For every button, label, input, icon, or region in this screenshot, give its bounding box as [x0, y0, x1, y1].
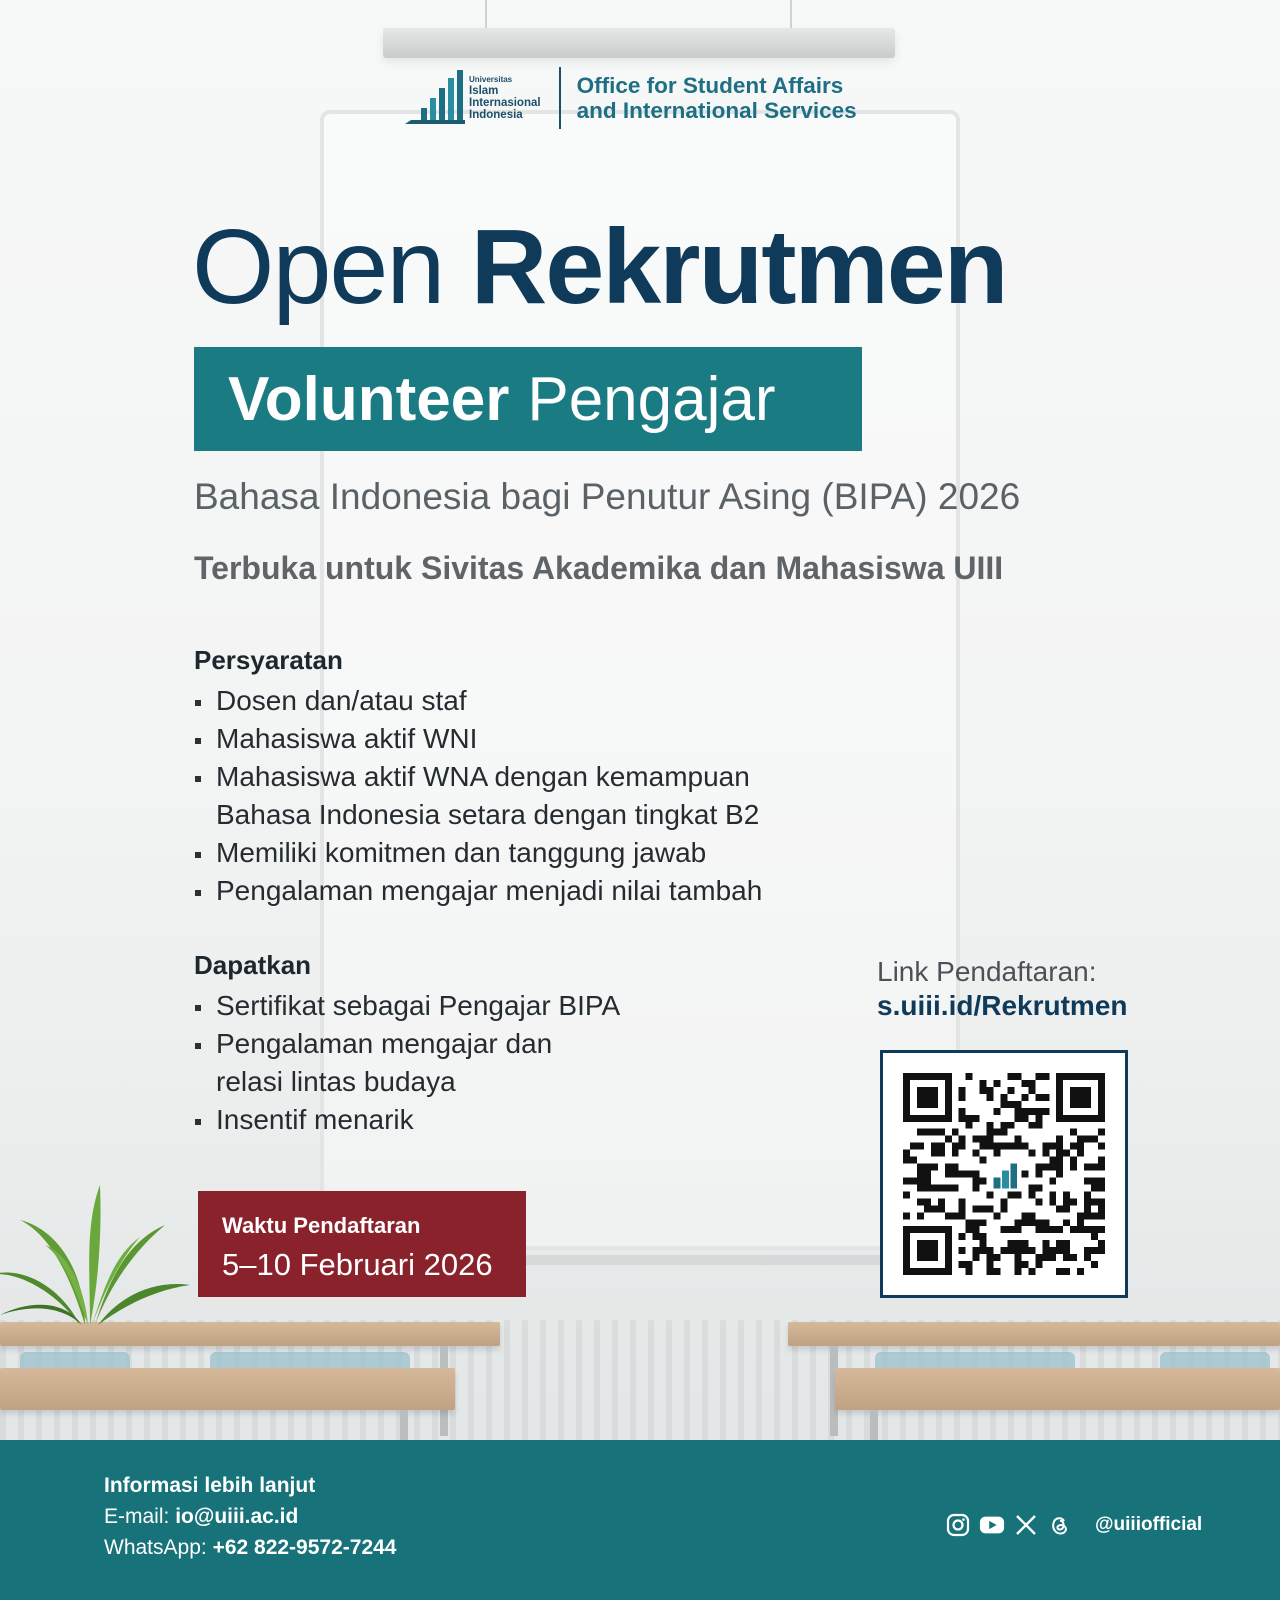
benefits-list: [194, 987, 714, 1139]
university-name-line: Universitas: [469, 75, 513, 84]
audience-text: Terbuka untuk Sivitas Akademika dan Mahasiswa UIII: [194, 550, 1004, 586]
list-item: Dosen dan/atau staf: [194, 682, 834, 720]
benefits-heading: Dapatkan: [194, 950, 312, 980]
youtube-icon[interactable]: [979, 1512, 1005, 1538]
university-name-line: Indonesia: [469, 109, 523, 121]
lamp-wire: [790, 0, 792, 28]
role-banner: [194, 347, 862, 451]
email-label: E-mail:: [104, 1505, 176, 1528]
registration-qr-code[interactable]: [880, 1050, 1128, 1298]
university-name: [469, 75, 541, 121]
registration-link-label: Link Pendaftaran:: [877, 956, 1097, 987]
requirements-section: [194, 645, 834, 910]
ceiling-lamp: [383, 28, 895, 58]
list-item: Pengalaman mengajar dan relasi lintas budaya: [194, 1025, 574, 1101]
list-item: Memiliki komitmen dan tanggung jawab: [194, 834, 834, 872]
list-item: Mahasiswa aktif WNA dengan kemampuan Bahasa Indonesia setara dengan tingkat B2: [194, 758, 804, 834]
contact-heading: Informasi lebih lanjut: [104, 1474, 316, 1497]
benefits-section: [194, 950, 714, 1139]
desk: [0, 1368, 455, 1410]
instagram-icon[interactable]: [945, 1512, 971, 1538]
header-logo: [405, 66, 857, 130]
registration-date-box: [198, 1191, 526, 1297]
university-name-line: Internasional: [469, 97, 541, 109]
list-item: Pengalaman mengajar menjadi nilai tambah: [194, 872, 834, 910]
desk: [788, 1322, 1280, 1346]
plant-illustration: [0, 1175, 190, 1335]
banner-bold: Volunteer: [228, 364, 510, 434]
logo-divider: [559, 67, 561, 129]
desk-leg: [400, 1410, 408, 1440]
registration-link[interactable]: s.uiii.id/Rekrutmen: [877, 990, 1128, 1021]
contact-info: [104, 1470, 396, 1563]
footer: [0, 1440, 1280, 1600]
requirements-list: [194, 682, 834, 910]
title-bold: Rekrutmen: [470, 208, 1007, 326]
office-name-line-1: Office for Student Affairs: [576, 73, 844, 98]
qr-code-icon: [903, 1073, 1105, 1275]
university-name-line: Islam: [469, 85, 499, 97]
list-item: Mahasiswa aktif WNI: [194, 720, 834, 758]
office-name-line-2: and International Services: [576, 98, 857, 123]
page-title: [192, 208, 1006, 326]
social-handle: @uiiiofficial: [1095, 1514, 1203, 1535]
list-item: Insentif menarik: [194, 1101, 714, 1139]
requirements-heading: Persyaratan: [194, 645, 343, 675]
threads-icon[interactable]: [1047, 1512, 1073, 1538]
lamp-wire: [485, 0, 487, 28]
desk-leg: [870, 1410, 878, 1440]
program-subtitle: Bahasa Indonesia bagi Penutur Asing (BIPA) 2026: [194, 476, 1021, 517]
office-name: [577, 73, 857, 123]
email-line: [104, 1501, 396, 1532]
registration-date-label: Waktu Pendaftaran: [222, 1213, 421, 1238]
whatsapp-line: [104, 1532, 396, 1563]
social-links: [945, 1512, 1202, 1538]
registration-date-value: 5–10 Februari 2026: [222, 1247, 493, 1282]
title-light: Open: [192, 208, 444, 326]
desk: [835, 1368, 1280, 1410]
whatsapp-link[interactable]: +62 822-9572-7244: [212, 1536, 397, 1559]
x-icon[interactable]: [1013, 1512, 1039, 1538]
email-link[interactable]: io@uiii.ac.id: [175, 1505, 299, 1528]
uiii-logo-icon: [405, 70, 465, 126]
list-item: Sertifikat sebagai Pengajar BIPA: [194, 987, 714, 1025]
banner-light: Pengajar: [527, 364, 776, 434]
whatsapp-label: WhatsApp:: [104, 1536, 213, 1559]
